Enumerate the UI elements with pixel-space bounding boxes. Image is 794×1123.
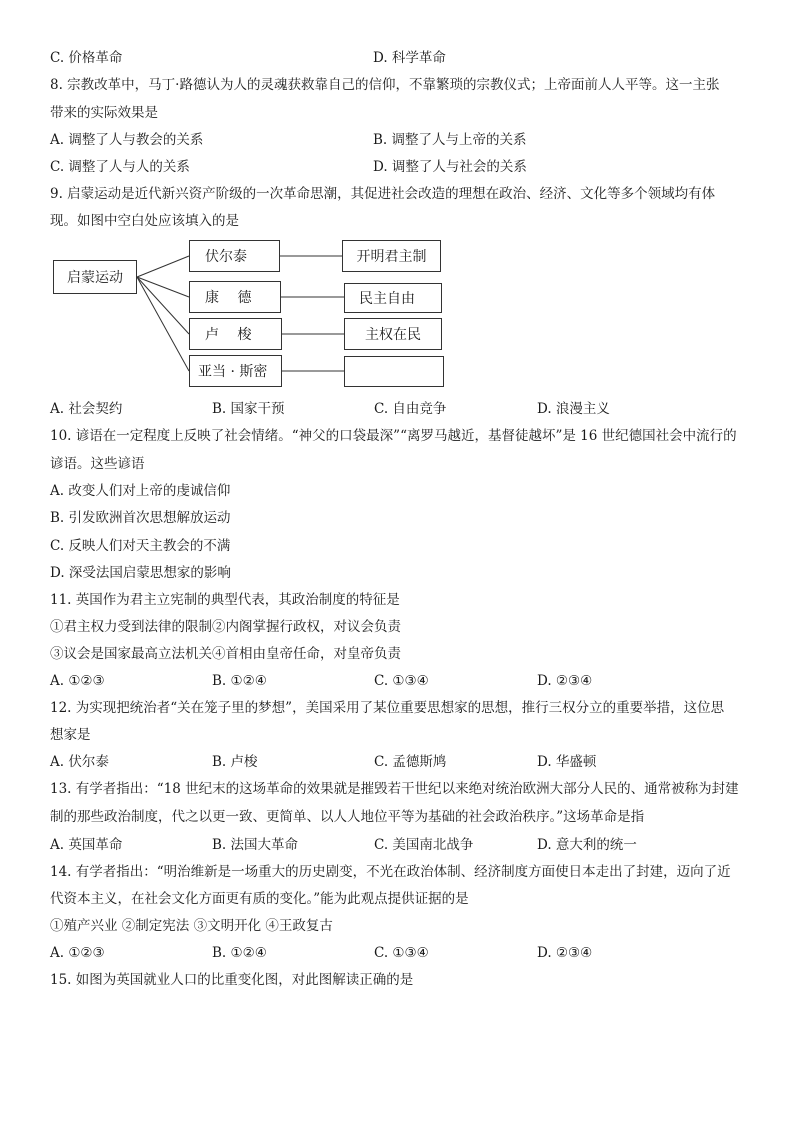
q14-stem-line1: 14. 有学者指出：“明治维新是一场重大的历史剧变，不光在政治体制、经济制度方面使日本走出了封建，迈向了近 bbox=[50, 864, 731, 880]
thinker-label: 康 德 bbox=[205, 290, 252, 306]
q11-items-line2: ③议会是国家最高立法机关④首相由皇帝任命，对皇帝负责 bbox=[50, 646, 401, 662]
q8-option-d: D. 调整了人与社会的关系 bbox=[373, 159, 527, 175]
q12-option-a: A. 伏尔泰 bbox=[50, 754, 109, 770]
q9-option-b: B. 国家干预 bbox=[212, 401, 285, 417]
q8-stem-line2: 带来的实际效果是 bbox=[50, 105, 158, 121]
q10-stem-line1: 10. 谚语在一定程度上反映了社会情绪。“神父的口袋最深”“离罗马越近，基督徒越坏”是 16 世纪德国社会中流行的 bbox=[50, 428, 737, 444]
q9-option-d: D. 浪漫主义 bbox=[537, 401, 610, 417]
q8-stem-line1: 8. 宗教改革中，马丁·路德认为人的灵魂获救靠自己的信仰，不靠繁琐的宗教仪式；上帝面前人人平等。这一主张 bbox=[50, 77, 720, 93]
q9-stem-line1: 9. 启蒙运动是近代新兴资产阶级的一次革命思潮，其促进社会改造的理想在政治、经济、文化等多个领域均有体 bbox=[50, 186, 716, 202]
diagram-root-box bbox=[53, 260, 137, 294]
q14-option-b: B. ①②④ bbox=[212, 945, 267, 961]
diagram-idea-blank bbox=[344, 356, 444, 387]
idea-label: 主权在民 bbox=[365, 327, 421, 343]
q10-option-d: D. 深受法国启蒙思想家的影响 bbox=[50, 565, 231, 581]
q14-stem-line2: 代资本主义，在社会文化方面更有质的变化。”能为此观点提供证据的是 bbox=[50, 891, 469, 907]
q11-items-line1: ①君主权力受到法律的限制②内阁掌握行政权，对议会负责 bbox=[50, 619, 401, 635]
connector-root-rousseau bbox=[137, 277, 189, 334]
q8-option-c: C. 调整了人与人的关系 bbox=[50, 159, 190, 175]
q7-option-d: D. 科学革命 bbox=[373, 50, 446, 66]
q7-option-c: C. 价格革命 bbox=[50, 50, 123, 66]
q13-option-b: B. 法国大革命 bbox=[212, 837, 299, 853]
diagram-thinker-kant bbox=[189, 281, 281, 313]
q9-option-a: A. 社会契约 bbox=[50, 401, 123, 417]
idea-label: 民主自由 bbox=[359, 291, 415, 307]
thinker-label: 亚当 · 斯密 bbox=[198, 364, 268, 380]
q11-option-c: C. ①③④ bbox=[374, 673, 429, 689]
q10-option-c: C. 反映人们对天主教会的不满 bbox=[50, 538, 231, 554]
q15-stem: 15. 如图为英国就业人口的比重变化图，对此图解读正确的是 bbox=[50, 972, 414, 988]
q11-option-b: B. ①②④ bbox=[212, 673, 267, 689]
q13-option-c: C. 美国南北战争 bbox=[374, 837, 474, 853]
diagram-thinker-rousseau bbox=[189, 318, 282, 350]
q10-stem-line2: 谚语。这些谚语 bbox=[50, 456, 145, 472]
q14-option-a: A. ①②③ bbox=[50, 945, 105, 961]
q12-option-d: D. 华盛顿 bbox=[537, 754, 597, 770]
q12-option-b: B. 卢梭 bbox=[212, 754, 258, 770]
connector-root-smith bbox=[137, 277, 189, 371]
q12-stem-line1: 12. 为实现把统治者“关在笼子里的梦想”，美国采用了某位重要思想家的思想，推行三权分立的重要举措，这位思 bbox=[50, 700, 725, 716]
q13-option-a: A. 英国革命 bbox=[50, 837, 123, 853]
q10-option-b: B. 引发欧洲首次思想解放运动 bbox=[50, 510, 231, 526]
thinker-label: 卢 梭 bbox=[205, 327, 252, 343]
q11-option-a: A. ①②③ bbox=[50, 673, 105, 689]
q13-stem-line2: 制的那些政治制度，代之以更一致、更简单、以人人地位平等为基础的社会政治秩序。”这场革命是指 bbox=[50, 809, 645, 825]
q12-option-c: C. 孟德斯鸠 bbox=[374, 754, 447, 770]
q8-option-a: A. 调整了人与教会的关系 bbox=[50, 132, 204, 148]
q14-option-d: D. ②③④ bbox=[537, 945, 593, 961]
q14-option-c: C. ①③④ bbox=[374, 945, 429, 961]
idea-label: 开明君主制 bbox=[356, 249, 427, 265]
diagram-idea-democracy-freedom bbox=[344, 283, 442, 313]
q12-stem-line2: 想家是 bbox=[50, 727, 91, 743]
q13-stem-line1: 13. 有学者指出：“18 世纪末的这场革命的效果就是摧毁若干世纪以来绝对统治欧洲大部分人民的、通常被称为封建 bbox=[50, 781, 739, 797]
diagram-root-label: 启蒙运动 bbox=[67, 270, 123, 286]
q13-option-d: D. 意大利的统一 bbox=[537, 837, 637, 853]
q11-stem: 11. 英国作为君主立宪制的典型代表，其政治制度的特征是 bbox=[50, 592, 400, 608]
q10-option-a: A. 改变人们对上帝的虔诚信仰 bbox=[50, 483, 231, 499]
q11-option-d: D. ②③④ bbox=[537, 673, 593, 689]
diagram-thinker-smith bbox=[189, 355, 282, 387]
thinker-label: 伏尔泰 bbox=[205, 249, 247, 265]
diagram-idea-enlightened-monarchy bbox=[342, 240, 441, 272]
q14-items: ①殖产兴业 ②制定宪法 ③文明开化 ④王政复古 bbox=[50, 918, 333, 934]
diagram-idea-popular-sovereignty bbox=[344, 318, 442, 350]
diagram-thinker-voltaire bbox=[189, 240, 280, 272]
q8-option-b: B. 调整了人与上帝的关系 bbox=[373, 132, 527, 148]
q9-option-c: C. 自由竞争 bbox=[374, 401, 447, 417]
connector-root-voltaire bbox=[137, 256, 189, 277]
connector-root-kant bbox=[137, 277, 189, 297]
q9-stem-line2: 现。如图中空白处应该填入的是 bbox=[50, 213, 239, 229]
